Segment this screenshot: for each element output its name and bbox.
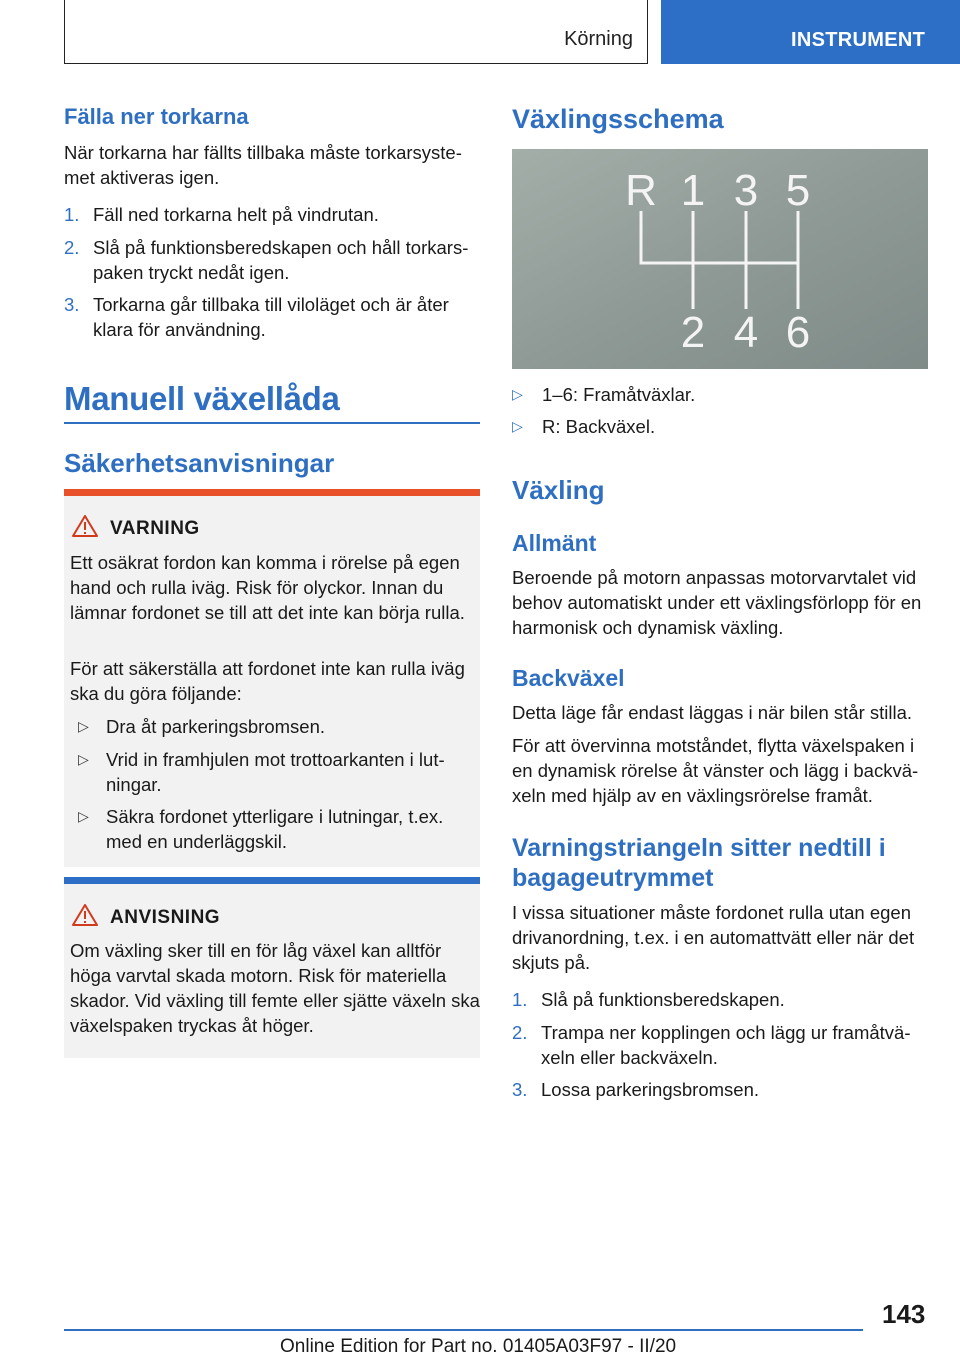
notice-box: [64, 877, 480, 1058]
warning-item-text: Vrid in framhjulen mot trottoarkanten i lut-ningar.: [106, 749, 445, 795]
fold-wipers-intro: När torkarna har fällts tillbaka måste torkarsyste-met aktiveras igen.: [64, 142, 462, 188]
notice-text: Om växling sker till en för låg växel kan alltför höga varvtal skada motorn. Risk för materiella skador. Vid växling till femte eller sjätte växeln ska växelspaken tryckas åt höger.: [70, 940, 480, 1036]
step-number: 3.: [64, 294, 80, 315]
bullet-icon: ▷: [512, 386, 523, 402]
warning-triangle-icon: [72, 515, 98, 537]
warning-bar: [64, 489, 480, 496]
page-number: 143: [882, 1299, 926, 1329]
gear-label-bottom: 2: [680, 308, 706, 357]
notice-label: ANVISNING: [110, 907, 221, 928]
gear-pattern-image: [512, 149, 928, 369]
footer-rule: [64, 1329, 863, 1331]
list-item: [512, 414, 928, 439]
list-item: [64, 235, 480, 285]
safety-title: Säkerhetsanvisningar: [64, 448, 335, 478]
bullet-icon: ▷: [512, 418, 523, 434]
list-item: [512, 1020, 928, 1070]
list-item: [64, 202, 480, 227]
step-text: Trampa ner kopplingen och lägg ur framåtvä-xeln eller backväxeln.: [541, 1022, 911, 1068]
step-text: Torkarna går tillbaka till viloläget och är åter klara för användning.: [93, 294, 449, 340]
list-item: [512, 1077, 928, 1102]
general-text: Beroende på motorn anpassas motorvarvtalet vid behov automatiskt under ett växlingsförlopp för en harmonisk och dynamisk växling.: [512, 567, 922, 638]
schema-item-text: R: Backväxel.: [542, 416, 656, 437]
header-section-label: Körning: [564, 28, 633, 50]
list-item: [78, 714, 474, 739]
step-text: Lossa parkeringsbromsen.: [541, 1079, 759, 1100]
warning-item-text: Dra åt parkeringsbromsen.: [106, 716, 326, 737]
header-chapter-label: INSTRUMENT: [791, 29, 926, 51]
list-item: [78, 804, 474, 854]
gear-label-top: 5: [785, 166, 811, 215]
warning-label: VARNING: [110, 518, 200, 539]
notice-bar: [64, 877, 480, 884]
fold-wipers-title: Fälla ner torkarna: [64, 104, 249, 129]
step-number: 2.: [512, 1022, 528, 1043]
bullet-icon: ▷: [78, 808, 89, 824]
step-number: 3.: [512, 1079, 528, 1100]
schema-item-text: 1–6: Framåtväxlar.: [542, 384, 696, 405]
manual-gearbox-title: Manuell växellåda: [64, 380, 340, 417]
list-item: [512, 382, 928, 407]
step-text: Fäll ned torkarna helt på vindrutan.: [93, 204, 379, 225]
notice-triangle-icon: [72, 904, 98, 926]
triangle-title: Varningstriangeln sitter nedtill i bagageutrymmet: [512, 834, 886, 892]
step-text: Slå på funktionsberedskapen och håll torkars-paken tryckt nedåt igen.: [93, 237, 469, 283]
general-title: Allmänt: [512, 530, 597, 556]
step-text: Slå på funktionsberedskapen.: [541, 989, 785, 1010]
reverse-text-2: För att övervinna motståndet, flytta växelspaken i en dynamisk rörelse åt vänster och lägg i backvä-xeln med hjälp av en växlingsrörelse framåt.: [512, 735, 919, 806]
footer-edition: Online Edition for Part no. 01405A03F97 - II/20: [280, 1336, 677, 1357]
gear-label-top: 3: [733, 166, 759, 215]
warning-item-text: Säkra fordonet ytterligare i lutningar, t.ex. med en underläggskil.: [106, 806, 444, 852]
step-number: 1.: [64, 204, 80, 225]
step-number: 1.: [512, 989, 528, 1010]
step-number: 2.: [64, 237, 80, 258]
bullet-icon: ▷: [78, 718, 89, 734]
title-rule: [64, 422, 480, 424]
gear-label-top: 1: [680, 166, 706, 215]
list-item: [512, 987, 928, 1012]
warning-box: [64, 489, 480, 867]
list-item: [78, 747, 474, 797]
reverse-title: Backväxel: [512, 665, 625, 691]
shifting-title: Växling: [512, 475, 605, 505]
gear-label-top: R: [625, 166, 657, 215]
warning-text-1: Ett osäkrat fordon kan komma i rörelse på egen hand och rulla iväg. Risk för olyckor. Innan du lämnar fordonet se till att det inte kan börja rulla.: [70, 552, 465, 623]
gear-label-bottom: 4: [733, 308, 759, 357]
gear-label-bottom: 6: [785, 308, 811, 357]
header-section-tab[interactable]: [64, 0, 648, 64]
bullet-icon: ▷: [78, 751, 89, 767]
list-item: [64, 292, 480, 342]
warning-text-2: För att säkerställa att fordonet inte kan rulla iväg ska du göra följande:: [70, 658, 465, 704]
gear-shift-figure: [512, 149, 928, 369]
schema-title: Växlingsschema: [512, 104, 724, 134]
triangle-text: I vissa situationer måste fordonet rulla utan egen drivanordning, t.ex. i en automattvätt eller när det skjuts på.: [512, 902, 915, 973]
header-chapter-tab[interactable]: [661, 0, 960, 64]
reverse-text-1: Detta läge får endast läggas i när bilen står stilla.: [512, 702, 913, 723]
